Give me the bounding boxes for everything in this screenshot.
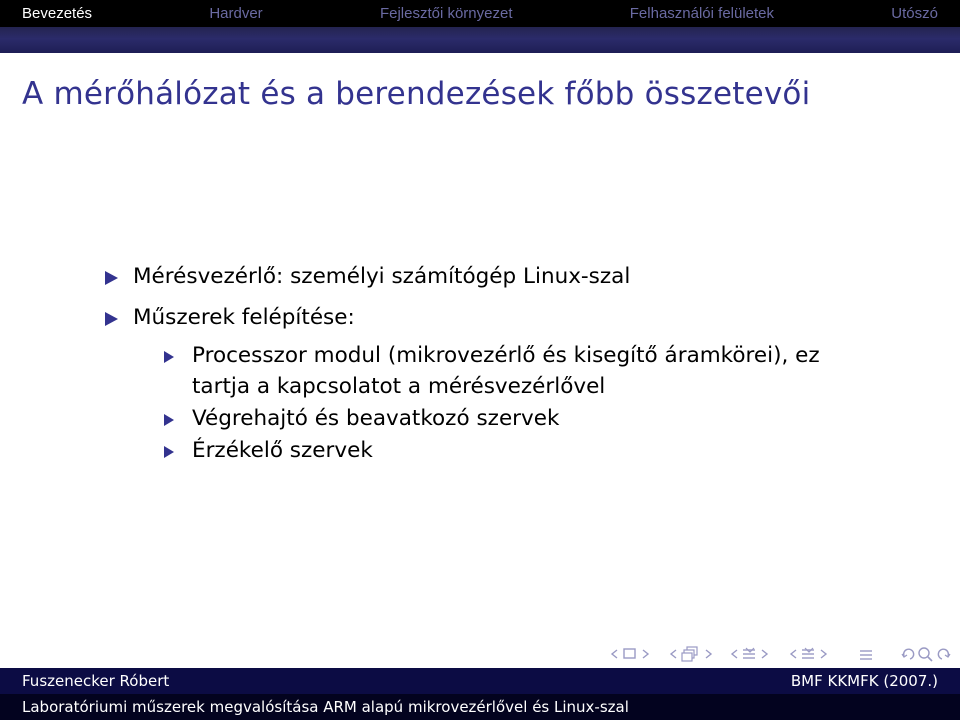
section-next-icon[interactable] <box>819 643 829 665</box>
nav-section-felhasznaloi-feluletek[interactable]: Felhasználói felületek <box>629 5 775 22</box>
footer-author: Fuszenecker Róbert <box>22 672 170 690</box>
subsection-next-icon[interactable] <box>760 643 770 665</box>
align-icon[interactable] <box>858 643 874 665</box>
nav-section-hardver[interactable]: Hardver <box>209 5 263 22</box>
nav-section-utoszo[interactable]: Utószó <box>891 5 938 22</box>
sub-item-processzor-line2: tartja a kapcsolatot a mérésvezérlővel <box>192 374 606 399</box>
list-item-meresvezerlo: Mérésvezérlő: személyi számítógép Linux-szal <box>133 264 631 289</box>
list-item-muszerek: Műszerek felépítése: <box>133 305 355 330</box>
subsection-prev-icon[interactable] <box>729 643 739 665</box>
section-prev-icon[interactable] <box>788 643 798 665</box>
bullet-icon <box>105 271 118 285</box>
frame-next-icon[interactable] <box>704 643 714 665</box>
subsection-icon[interactable] <box>741 643 757 665</box>
nav-section-bevezetes[interactable]: Bevezetés <box>22 5 93 22</box>
section-navigation <box>0 0 960 27</box>
sub-bullet-icon <box>164 351 174 363</box>
footer-author-bar <box>0 668 960 694</box>
sub-item-vegrehajto: Végrehajtó és beavatkozó szervek <box>192 406 560 431</box>
sub-item-processzor-line1: Processzor modul (mikrovezérlő és kisegítő áramkörei), ez <box>192 343 820 368</box>
sub-bullet-icon <box>164 446 174 458</box>
bullet-icon <box>105 312 118 326</box>
frame-icon[interactable] <box>681 643 701 665</box>
footer-title: Laboratóriumi műszerek megvalósítása ARM alapú mikrovezérlővel és Linux-szal <box>22 698 629 716</box>
sub-item-erzekelo: Érzékelő szervek <box>192 438 373 463</box>
undo-search-icon[interactable] <box>900 643 952 665</box>
slide-prev-icon[interactable] <box>609 643 619 665</box>
nav-gradient-band <box>0 27 960 53</box>
slide-next-icon[interactable] <box>641 643 651 665</box>
nav-section-fejlesztoi-kornyezet[interactable]: Fejlesztői környezet <box>379 5 513 22</box>
frame-title: A mérőhálózat és a berendezések főbb összetevői <box>22 76 811 112</box>
slide-icon[interactable] <box>622 643 638 665</box>
footer-institute: BMF KKMFK (2007.) <box>790 672 938 690</box>
section-icon[interactable] <box>800 643 816 665</box>
frame-prev-icon[interactable] <box>668 643 678 665</box>
sub-bullet-icon <box>164 414 174 426</box>
footer-title-bar <box>0 694 960 720</box>
